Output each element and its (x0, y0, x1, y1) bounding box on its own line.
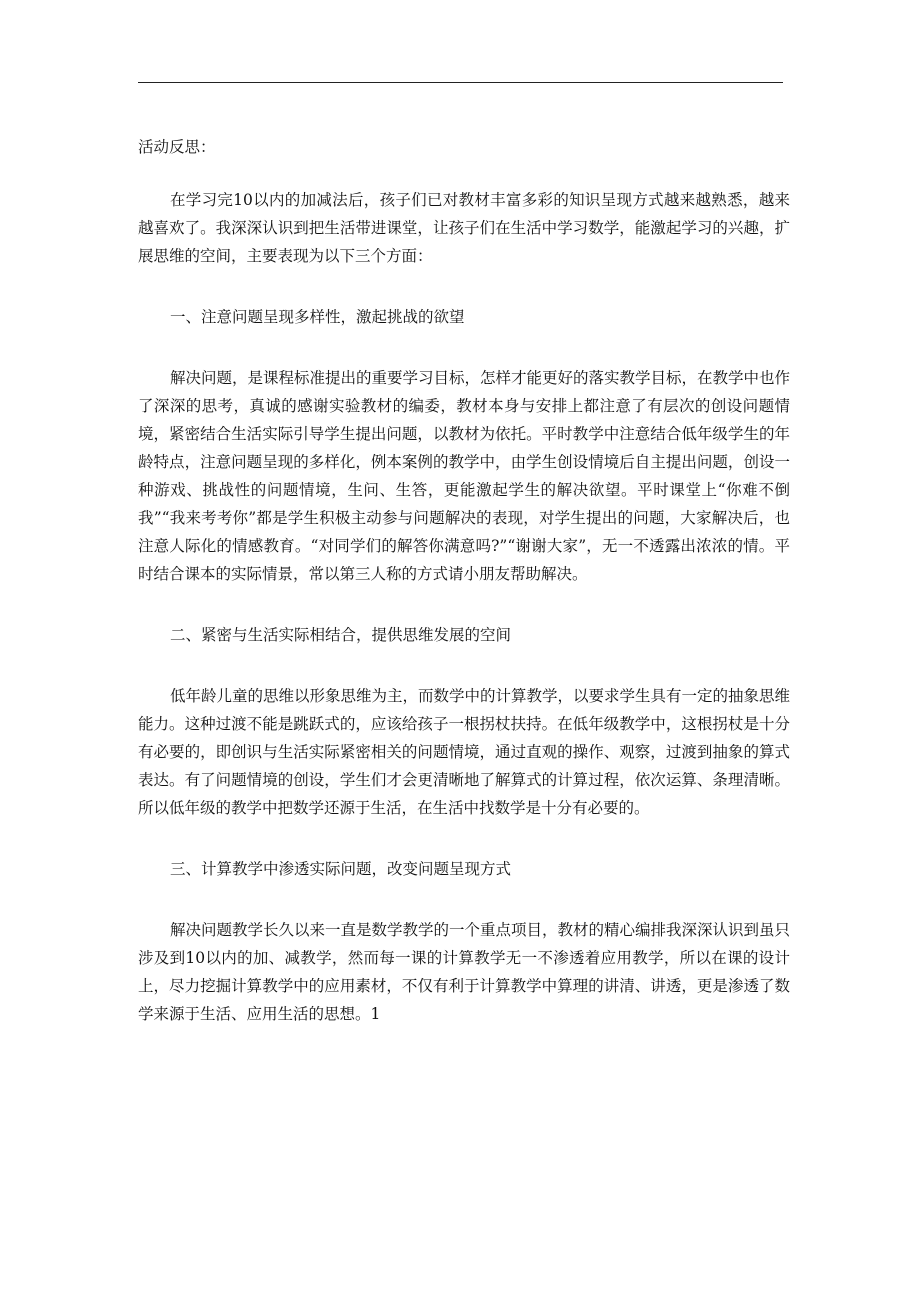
section-heading-3: 三、计算教学中渗透实际问题，改变问题呈现方式 (170, 860, 512, 878)
reflection-label: 活动反思： (138, 138, 216, 156)
section-heading-1: 一、注意问题呈现多样性，激起挑战的欲望 (170, 308, 465, 326)
section-body-1: 解决问题，是课程标准提出的重要学习目标，怎样才能更好的落实教学目标，在教学中也作了深深的思考，真诚的感谢实验教材的编委，教材本身与安排上都注意了有层次的创设问题情境，紧密结合生活实际引导学生提出问题，以教材为依托。平时教学中注意结合低年级学生的年龄特点，注意问题呈现的多样化，例本案例的教学中，由学生创设情境后自主提出问题，创设一种游戏、挑战性的问题情境，生问、生答，更能激起学生的解决欲望。平时课堂上“你难不倒我”“我来考考你”都是学生积极主动参与问题解决的表现，对学生提出的问题，大家解决后，也注意人际化的情感教育。“对同学们的解答你满意吗?”“谢谢大家”，无一不透露出浓浓的情。平时结合课本的实际情景，常以第三人称的方式请小朋友帮助解决。 (138, 369, 791, 583)
section-body-3: 解决问题教学长久以来一直是数学教学的一个重点项目，教材的精心编排我深深认识到虽只涉及到10以内的加、减教学，然而每一课的计算教学无一不渗透着应用教学，所以在课的设计上，尽力挖掘计算教学中的应用素材，不仅有利于计算教学中算理的讲清、讲透，更是渗透了数学来源于生活、应用生活的思想。1 (138, 921, 791, 1023)
section-body-2: 低年龄儿童的思维以形象思维为主，而数学中的计算教学，以要求学生具有一定的抽象思维能力。这种过渡不能是跳跃式的，应该给孩子一根拐杖扶持。在低年级教学中，这根拐杖是十分有必要的，即创识与生活实际紧密相关的问题情境，通过直观的操作、观察，过渡到抽象的算式表达。有了问题情境的创设，学生们才会更清晰地了解算式的计算过程，依次运算、条理清晰。所以低年级的教学中把数学还源于生活，在生活中找数学是十分有必要的。 (138, 687, 791, 817)
intro-paragraph: 在学习完10以内的加减法后，孩子们已对教材丰富多彩的知识呈现方式越来越熟悉，越来越喜欢了。我深深认识到把生活带进课堂，让孩子们在生活中学习数学，能激起学习的兴趣，扩展思维的空间，主要表现为以下三个方面： (138, 191, 790, 265)
header-rule (138, 82, 783, 83)
document-body (138, 133, 790, 1028)
section-heading-2: 二、紧密与生活实际相结合，提供思维发展的空间 (170, 626, 512, 644)
